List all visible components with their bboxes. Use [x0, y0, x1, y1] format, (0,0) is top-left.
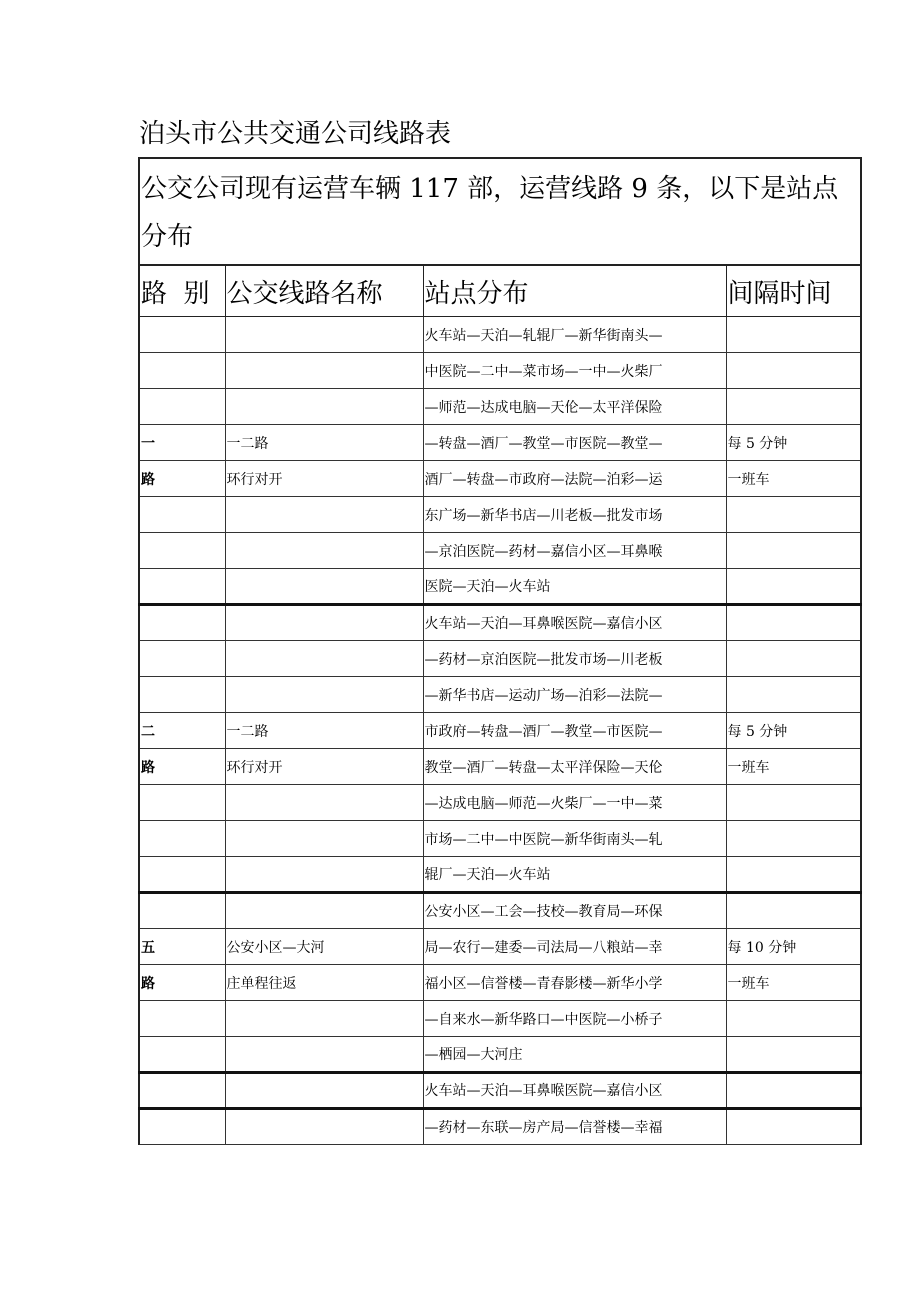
line-name-cell	[225, 389, 423, 425]
line-name-cell	[225, 821, 423, 857]
table-row	[139, 893, 861, 929]
line-name-cell	[225, 1037, 423, 1073]
header-interval: 间隔时间	[726, 265, 861, 317]
route-cell: 一	[139, 425, 225, 461]
interval-cell	[726, 1109, 861, 1145]
interval-cell	[726, 641, 861, 677]
interval-cell: 每 10 分钟	[726, 929, 861, 965]
stops-cell: —药材—京泊医院—批发市场—川老板	[423, 641, 726, 677]
line-name-cell	[225, 677, 423, 713]
table-row	[139, 857, 861, 893]
route-cell: 路	[139, 461, 225, 497]
route-cell: 二	[139, 713, 225, 749]
line-name-cell	[225, 893, 423, 929]
line-name-cell: 一二路	[225, 713, 423, 749]
line-name-cell: 环行对开	[225, 461, 423, 497]
route-cell	[139, 1073, 225, 1109]
stops-cell: 市政府—转盘—酒厂—教堂—市医院—	[423, 713, 726, 749]
interval-cell	[726, 605, 861, 641]
line-name-cell	[225, 569, 423, 605]
line-name-cell	[225, 497, 423, 533]
interval-cell	[726, 497, 861, 533]
table-row	[139, 389, 861, 425]
interval-cell	[726, 677, 861, 713]
stops-cell: —栖园—大河庄	[423, 1037, 726, 1073]
route-cell	[139, 1001, 225, 1037]
route-cell	[139, 533, 225, 569]
stops-cell: 医院—天泊—火车站	[423, 569, 726, 605]
interval-cell	[726, 893, 861, 929]
route-cell	[139, 821, 225, 857]
interval-cell	[726, 353, 861, 389]
stops-cell: 酒厂—转盘—市政府—法院—泊彩—运	[423, 461, 726, 497]
stops-cell: —达成电脑—师范—火柴厂—一中—菜	[423, 785, 726, 821]
route-cell	[139, 785, 225, 821]
table-row	[139, 785, 861, 821]
route-cell	[139, 353, 225, 389]
table-row	[139, 461, 861, 497]
route-cell	[139, 893, 225, 929]
interval-cell: 一班车	[726, 749, 861, 785]
interval-cell	[726, 317, 861, 353]
intro-row	[139, 158, 861, 265]
stops-cell: 火车站—天泊—轧辊厂—新华街南头—	[423, 317, 726, 353]
document-title: 泊头市公共交通公司线路表	[139, 119, 452, 149]
route-cell	[139, 857, 225, 893]
route-cell	[139, 1037, 225, 1073]
table-row	[139, 1109, 861, 1145]
table-row	[139, 497, 861, 533]
stops-cell: —自来水—新华路口—中医院—小桥子	[423, 1001, 726, 1037]
table-row	[139, 353, 861, 389]
table-row	[139, 1073, 861, 1109]
stops-cell: —转盘—酒厂—教堂—市医院—教堂—	[423, 425, 726, 461]
table-row	[139, 1037, 861, 1073]
interval-cell: 一班车	[726, 965, 861, 1001]
intro-text: 公交公司现有运营车辆 117 部，运营线路 9 条，以下是站点分布	[139, 158, 861, 265]
stops-cell: —师范—达成电脑—天伦—太平洋保险	[423, 389, 726, 425]
table-row	[139, 749, 861, 785]
table-row	[139, 317, 861, 353]
route-cell	[139, 1109, 225, 1145]
table-row	[139, 1001, 861, 1037]
line-name-cell	[225, 1073, 423, 1109]
stops-cell: 教堂—酒厂—转盘—太平洋保险—天伦	[423, 749, 726, 785]
line-name-cell	[225, 641, 423, 677]
stops-cell: 辊厂—天泊—火车站	[423, 857, 726, 893]
stops-cell: 福小区—信誉楼—青春影楼—新华小学	[423, 965, 726, 1001]
interval-cell	[726, 1037, 861, 1073]
route-cell	[139, 389, 225, 425]
route-cell	[139, 677, 225, 713]
table-row	[139, 821, 861, 857]
interval-cell: 每 5 分钟	[726, 425, 861, 461]
route-cell	[139, 497, 225, 533]
stops-cell: 局—农行—建委—司法局—八粮站—幸	[423, 929, 726, 965]
interval-cell	[726, 1073, 861, 1109]
stops-cell: 公安小区—工会—技校—教育局—环保	[423, 893, 726, 929]
line-name-cell	[225, 533, 423, 569]
table-row	[139, 533, 861, 569]
interval-cell	[726, 389, 861, 425]
interval-cell: 一班车	[726, 461, 861, 497]
line-name-cell: 庄单程往返	[225, 965, 423, 1001]
interval-cell	[726, 857, 861, 893]
table-row	[139, 569, 861, 605]
interval-cell	[726, 821, 861, 857]
stops-cell: 中医院—二中—菜市场—一中—火柴厂	[423, 353, 726, 389]
route-cell: 五	[139, 929, 225, 965]
line-name-cell: 一二路	[225, 425, 423, 461]
stops-cell: 市场—二中—中医院—新华街南头—轧	[423, 821, 726, 857]
stops-cell: 火车站—天泊—耳鼻喉医院—嘉信小区	[423, 1073, 726, 1109]
route-cell: 路	[139, 749, 225, 785]
line-name-cell	[225, 605, 423, 641]
route-cell	[139, 605, 225, 641]
header-stops: 站点分布	[423, 265, 726, 317]
interval-cell	[726, 1001, 861, 1037]
header-row	[139, 265, 861, 317]
line-name-cell	[225, 317, 423, 353]
route-cell: 路	[139, 965, 225, 1001]
stops-cell: —新华书店—运动广场—泊彩—法院—	[423, 677, 726, 713]
header-line-name: 公交线路名称	[225, 265, 423, 317]
line-name-cell	[225, 857, 423, 893]
stops-cell: —药材—东联—房产局—信誉楼—幸福	[423, 1109, 726, 1145]
line-name-cell	[225, 353, 423, 389]
bus-route-table	[138, 157, 862, 1145]
stops-cell: 火车站—天泊—耳鼻喉医院—嘉信小区	[423, 605, 726, 641]
line-name-cell	[225, 1109, 423, 1145]
line-name-cell	[225, 1001, 423, 1037]
route-cell	[139, 569, 225, 605]
route-cell	[139, 317, 225, 353]
line-name-cell: 环行对开	[225, 749, 423, 785]
interval-cell	[726, 785, 861, 821]
table-row	[139, 677, 861, 713]
interval-cell	[726, 533, 861, 569]
stops-cell: —京泊医院—药材—嘉信小区—耳鼻喉	[423, 533, 726, 569]
line-name-cell	[225, 785, 423, 821]
table-row	[139, 641, 861, 677]
line-name-cell: 公安小区—大河	[225, 929, 423, 965]
table-row	[139, 713, 861, 749]
table-row	[139, 605, 861, 641]
route-cell	[139, 641, 225, 677]
interval-cell: 每 5 分钟	[726, 713, 861, 749]
table-row	[139, 425, 861, 461]
interval-cell	[726, 569, 861, 605]
table-row	[139, 929, 861, 965]
header-route: 路 别	[139, 265, 225, 317]
stops-cell: 东广场—新华书店—川老板—批发市场	[423, 497, 726, 533]
table-row	[139, 965, 861, 1001]
